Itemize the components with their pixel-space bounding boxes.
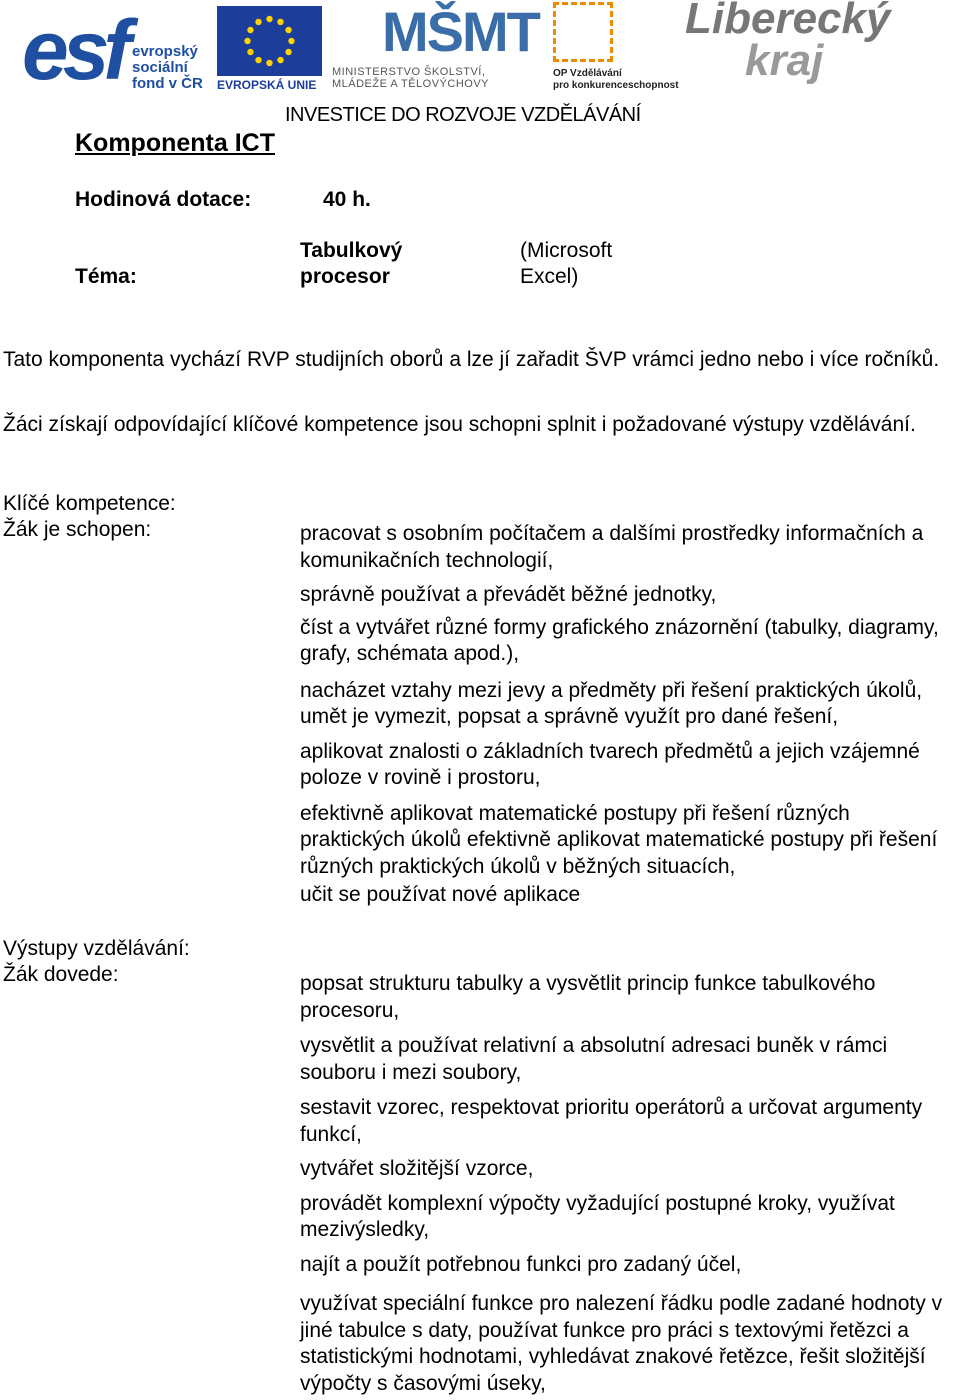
op-square-icon xyxy=(553,2,613,62)
eu-star-icon xyxy=(247,49,253,55)
eu-star-icon xyxy=(247,27,253,33)
eu-star-icon xyxy=(285,27,291,33)
list-item: efektivně aplikovat matematické postupy při řešení různých praktických úkolů efektivně aplikovat matematické postupy při řešení různých praktických úkolů v běžných situacích, xyxy=(300,801,938,878)
msmt-caption-line: MINISTERSTVO ŠKOLSTVÍ, xyxy=(332,66,486,78)
op-caption-line: pro konkurenceschopnost xyxy=(553,80,679,91)
esf-caption-line: sociální xyxy=(132,59,188,76)
hours-value: 40 h. xyxy=(323,188,371,211)
intro-paragraph: Tato komponenta vychází RVP studijních oborů a lze jí zařadit ŠVP vrámci jedno nebo i více ročníků. xyxy=(3,348,940,371)
list-item: učit se používat nové aplikace xyxy=(300,883,581,906)
list-item: nacházet vztahy mezi jevy a předměty při řešení praktických úkolů, umět je vymezit, popsat a správně využít pro dané řešení, xyxy=(300,678,923,728)
list-item: číst a vytvářet různé formy grafického znázornění (tabulky, diagramy, grafy, schémata apod.), xyxy=(300,615,939,665)
eu-star-icon xyxy=(285,49,291,55)
op-logo xyxy=(545,0,679,100)
list-item: sestavit vzorec, respektovat prioritu operátorů a určovat argumenty funkcí, xyxy=(300,1096,923,1146)
esf-caption-line: evropský xyxy=(132,43,198,60)
msmt-caption xyxy=(332,66,489,90)
competences-label-line: Klíčé kompetence: xyxy=(3,492,176,515)
competences-label xyxy=(3,491,176,543)
list-item: vytvářet složitější vzorce, xyxy=(300,1157,534,1180)
kraj-caption-line: Liberecký xyxy=(685,0,891,43)
list-item: aplikovat znalosti o základních tvarech předmětů a jejich vzájemné poloze v rovině i prostoru, xyxy=(300,739,920,789)
document-title: Komponenta ICT xyxy=(75,129,275,157)
eu-star-icon xyxy=(255,57,261,63)
op-caption-line: OP Vzdělávání xyxy=(553,68,622,79)
eu-star-icon xyxy=(288,38,294,44)
list-item: pracovat s osobním počítačem a dalšími prostředky informačních a komunikačních technologií, xyxy=(300,522,924,572)
msmt-mark: MŠMT xyxy=(382,0,539,63)
list-item: vysvětlit a používat relativní a absolutní adresaci buněk v rámci souboru i mezi soubory, xyxy=(300,1034,888,1084)
eu-star-icon xyxy=(266,16,272,22)
list-item: správně používat a převádět běžné jednotky, xyxy=(300,583,717,606)
outputs-label-line: Výstupy vzdělávání: xyxy=(3,937,190,960)
topic-value-note: (Microsoft Excel) xyxy=(520,239,613,288)
list-item: popsat strukturu tabulky a vysvětlit princip funkce tabulkového procesoru, xyxy=(300,972,876,1022)
intro-paragraph: Žáci získají odpovídající klíčové kompetence jsou schopni splnit i požadované výstupy vzdělávání. xyxy=(3,413,916,436)
list-item: využívat speciální funkce pro nalezení řádku podle zadané hodnoty v jiné tabulce s daty, používat funkce pro práci s textovými řetězci a statistickými hodnotami, vyhledávat znakové řetězce, řešit složitější výpočty s časovými úseky, xyxy=(300,1292,943,1395)
esf-caption xyxy=(132,44,203,92)
eu-star-icon xyxy=(277,57,283,63)
eu-logo xyxy=(215,0,325,100)
topic-value: Tabulkový procesor xyxy=(300,239,403,288)
topic-label: Téma: xyxy=(75,265,137,288)
esf-caption-line: fond v ČR xyxy=(132,75,203,92)
kraj-caption xyxy=(685,0,891,85)
outputs-list xyxy=(300,971,960,1397)
banner-tagline: INVESTICE DO ROZVOJE VZDĚLÁVÁNÍ xyxy=(285,104,641,126)
msmt-logo xyxy=(330,0,539,100)
competences-label-line: Žák je schopen: xyxy=(3,518,152,541)
liberecky-kraj-logo xyxy=(655,0,895,100)
eu-caption: EVROPSKÁ UNIE xyxy=(217,78,317,92)
list-item: provádět komplexní výpočty vyžadující postupné kroky, využívat mezivýsledky, xyxy=(300,1191,895,1241)
esf-logo xyxy=(0,0,210,100)
eu-flag-icon xyxy=(217,6,322,76)
eu-star-icon xyxy=(244,38,250,44)
eu-star-icon xyxy=(277,19,283,25)
kraj-caption-line: kraj xyxy=(745,36,824,85)
hours-label: Hodinová dotace: xyxy=(75,188,252,211)
outputs-label xyxy=(3,936,190,988)
msmt-caption-line: MLÁDEŽE A TĚLOVÝCHOVY xyxy=(332,78,490,90)
outputs-label-line: Žák dovede: xyxy=(3,963,119,986)
list-item: najít a použít potřebnou funkci pro zadaný účel, xyxy=(300,1252,742,1276)
eu-star-icon xyxy=(266,60,272,66)
eu-star-icon xyxy=(255,19,261,25)
competences-list xyxy=(300,521,960,909)
esf-mark: esf xyxy=(22,3,126,97)
